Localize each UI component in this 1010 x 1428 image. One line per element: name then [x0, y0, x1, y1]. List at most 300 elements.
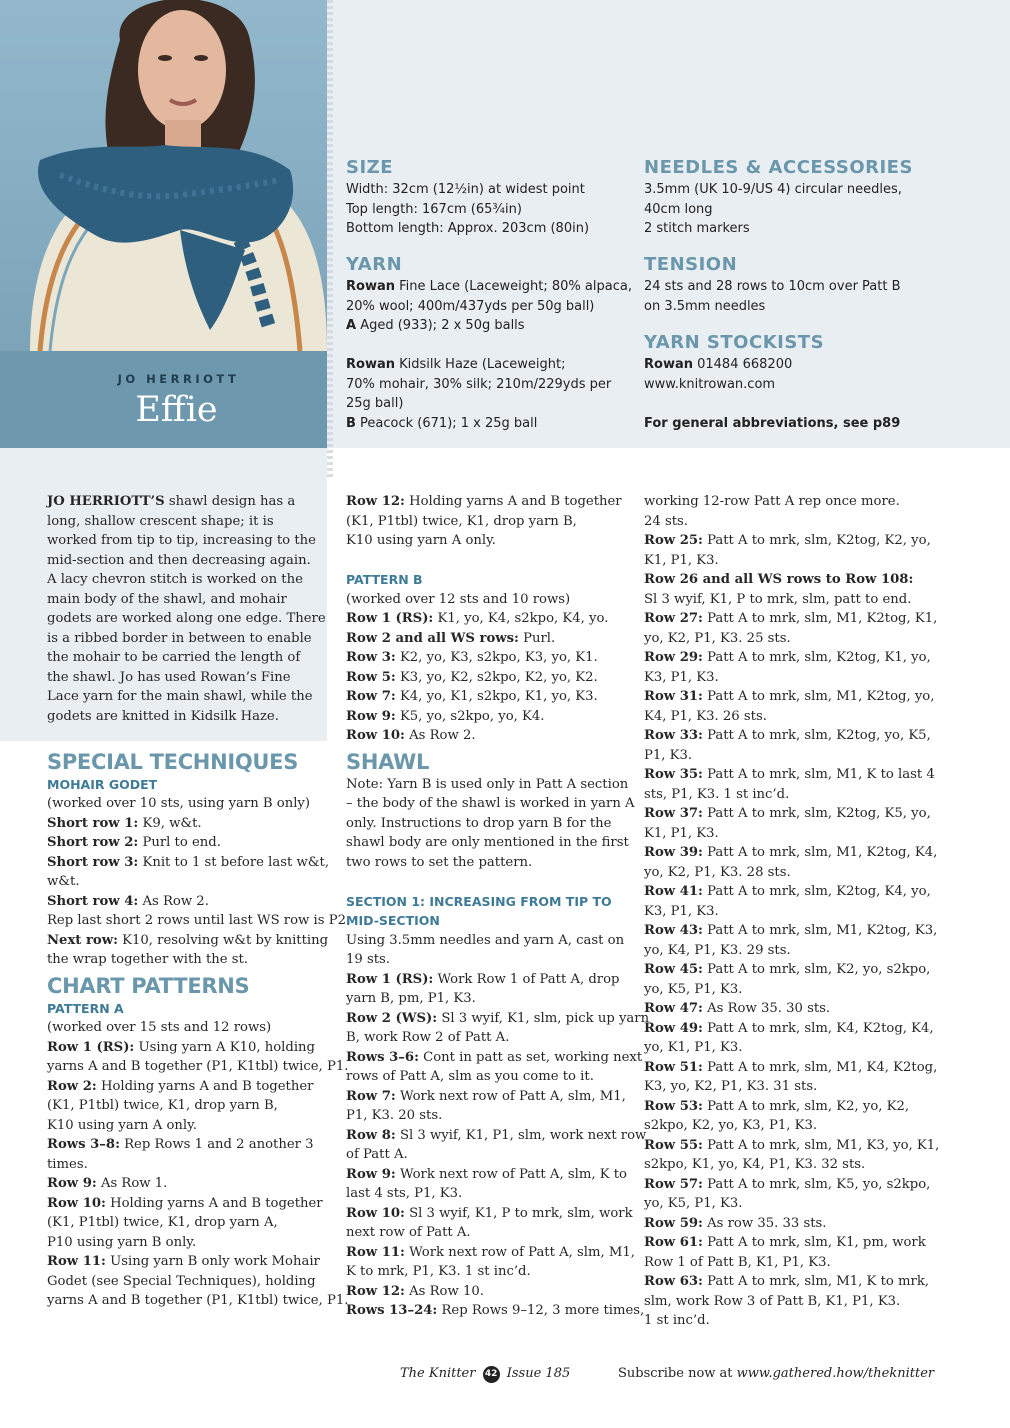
text-line [47, 1018, 329, 1038]
row-text: A lacy chevron stitch is worked on the [47, 572, 303, 587]
text-line [644, 1155, 944, 1175]
spec-bold: Rowan [346, 279, 395, 294]
row-text: Work next row of Patt A, slm, K to [395, 1166, 627, 1182]
row-text: yo, K2, P1, K3. 28 sts. [644, 864, 791, 880]
text-line [644, 1116, 944, 1136]
spec-text: 01484 668200 [692, 357, 793, 372]
tension-heading: TENSION [644, 254, 738, 275]
text-line [644, 668, 944, 688]
row-text: Patt A to mrk, slm, K2, yo, s2kpo, [702, 962, 931, 977]
row-text: K3, yo, K2, P1, K3. 31 sts. [644, 1079, 818, 1094]
row-text: K3, yo, K2, s2kpo, K2, yo, K2. [395, 669, 598, 685]
model-photo [0, 0, 327, 351]
text-line [47, 1213, 329, 1233]
column-2 [346, 492, 650, 1321]
row-text: Using yarn A K10, holding [134, 1039, 315, 1055]
text-line [644, 843, 944, 863]
text-line [644, 1077, 944, 1097]
row-text: Holding yarns A and B together [105, 1195, 323, 1211]
row-label: Row 10: [346, 1205, 405, 1221]
text-line [346, 687, 636, 707]
row-text: (worked over 15 sts and 12 rows) [47, 1020, 272, 1035]
stockists-heading: YARN STOCKISTS [644, 332, 825, 353]
text-line [644, 1214, 944, 1234]
row-text: yarns A and B together (P1, K1tbl) twice, P1. [47, 1059, 349, 1074]
text-line [644, 824, 944, 844]
text-line [644, 726, 944, 746]
row-text: Sl 3 wyif, K1, P to mrk, slm, work [404, 1205, 633, 1221]
issue-number: Issue 185 [506, 1366, 571, 1381]
text-line [346, 1223, 636, 1243]
row-text: Sl 3 wyif, K1, P1, slm, work next row [395, 1127, 647, 1143]
text-line [644, 492, 944, 512]
row-text: K10 using yarn A only. [47, 1117, 197, 1133]
text-line [47, 609, 329, 629]
row-text: Patt A to mrk, slm, M1, K2tog, K1, [702, 611, 938, 626]
footer-issue [400, 1366, 570, 1386]
row-label: Row 9: [346, 1166, 396, 1182]
text-line [644, 551, 944, 571]
row-text: 1 st inc’d. [644, 1313, 710, 1328]
subscribe-url[interactable]: www.gathered.how/theknitter [736, 1366, 935, 1381]
row-label: Row 27: [644, 611, 703, 626]
row-text: (worked over 10 sts, using yarn B only) [47, 796, 311, 811]
row-text: Purl to end. [138, 835, 221, 850]
text-line [644, 609, 944, 629]
row-text: yo, K4, P1, K3. 29 sts. [644, 942, 791, 958]
pattern-title: Effie [135, 390, 218, 430]
text-line [346, 1301, 645, 1321]
text-line [346, 1145, 636, 1165]
text-line [346, 512, 636, 532]
text-line [644, 1292, 944, 1312]
row-label: Row 45: [644, 962, 703, 977]
row-text: Patt A to mrk, slm, M1, K3, yo, K1, [702, 1137, 940, 1153]
row-text: B, work Row 2 of Patt A. [346, 1030, 510, 1045]
spec-line [346, 375, 636, 395]
text-line [47, 492, 329, 512]
text-line [346, 1028, 636, 1048]
text-line [644, 1058, 944, 1078]
row-text: of Patt A. [346, 1147, 408, 1162]
row-label: Row 33: [644, 728, 703, 743]
text-line [47, 911, 351, 931]
row-label: Row 26 and all WS rows to Row 108: [644, 572, 914, 587]
text-line [644, 746, 944, 766]
row-text: Patt A to mrk, slm, M1, K2tog, K4, [702, 845, 938, 860]
spec-line [346, 355, 636, 375]
row-text: Work next row of Patt A, slm, M1, [404, 1244, 635, 1260]
text-line [47, 629, 329, 649]
row-text: s2kpo, K2, yo, K3, P1, K3. [644, 1118, 818, 1133]
row-text: Work Row 1 of Patt A, drop [433, 971, 620, 987]
row-text: yarns A and B together (P1, K1tbl) twice, P1. [47, 1293, 349, 1308]
stockists-block [644, 332, 944, 433]
text-line [644, 1019, 944, 1039]
text-line [346, 775, 636, 795]
text-line [644, 570, 944, 590]
row-label: Row 37: [644, 806, 703, 821]
row-text: (K1, P1tbl) twice, K1, drop yarn A, [47, 1215, 278, 1230]
text-line [644, 1194, 944, 1214]
row-text: Lace yarn for the main shawl, while the [47, 689, 313, 704]
spacer [346, 872, 636, 892]
designer-name: JO HERRIOTT [117, 372, 240, 386]
size-block [346, 157, 636, 239]
abbreviations-note: For general abbreviations, see p89 [644, 415, 901, 431]
row-text: is a ribbed border in between to enable [47, 630, 312, 646]
yarn-block [346, 254, 636, 433]
text-line [644, 1311, 944, 1331]
row-label: Rows 3–6: [346, 1049, 419, 1065]
row-label: Row 2 and all WS rows: [346, 630, 519, 646]
text-line [644, 1233, 944, 1253]
row-label: Row 49: [644, 1020, 703, 1036]
tension-block [644, 254, 944, 316]
column-3 [644, 492, 944, 1331]
needles-block [644, 157, 944, 239]
spec-bold: A [346, 318, 357, 333]
row-label: Row 47: [644, 1001, 703, 1016]
row-text: times. [47, 1156, 88, 1172]
row-label: Row 43: [644, 923, 703, 938]
row-text: 24 sts. [644, 513, 688, 529]
row-label: Row 11: [346, 1244, 405, 1260]
spec-bold: B [346, 415, 356, 431]
text-line [47, 1096, 329, 1116]
text-line [346, 814, 636, 834]
row-text: As row 35. 33 sts. [702, 1215, 827, 1231]
spec-line [346, 394, 636, 414]
row-text: Patt A to mrk, slm, M1, K2tog, K3, [702, 923, 938, 938]
row-label: Row 29: [644, 650, 703, 665]
spec-text: 70% mohair, 30% silk; 210m/229yds per [346, 376, 612, 392]
text-line [644, 687, 944, 707]
row-text: godets are knitted in Kidsilk Haze. [47, 708, 279, 724]
spacer [346, 551, 636, 571]
text-line [47, 1272, 329, 1292]
row-label: Short row 1: [47, 815, 139, 831]
spec-line: on 3.5mm needles [644, 298, 766, 314]
text-line [346, 531, 636, 551]
text-line [346, 590, 636, 610]
row-text: (K1, P1tbl) twice, K1, drop yarn B, [47, 1098, 278, 1113]
row-text: slm, work Row 3 of Patt B, K1, P1, K3. [644, 1293, 901, 1309]
row-text: the shawl. Jo has used Rowan’s Fine [47, 669, 291, 685]
row-label: Next row: [47, 932, 118, 948]
text-line [644, 531, 944, 551]
row-text: – the body of the shawl is worked in yarn A [346, 796, 635, 811]
row-text: s2kpo, K1, yo, K4, P1, K3. 32 sts. [644, 1157, 866, 1172]
row-text: Holding yarns A and B together [404, 494, 622, 509]
row-text: K3, P1, K3. [644, 903, 719, 919]
text-line [346, 1282, 636, 1302]
spec-line: Top length: 167cm (65¾in) [346, 201, 522, 217]
spec-text: 25g ball) [346, 396, 404, 411]
row-text: Holding yarns A and B together [96, 1078, 314, 1094]
row-text: next row of Patt A. [346, 1225, 471, 1240]
row-text: Patt A to mrk, slm, M1, K to mrk, [702, 1274, 929, 1289]
text-line [47, 668, 329, 688]
row-text: Patt A to mrk, slm, K2tog, K1, yo, [702, 650, 931, 665]
row-text: yo, K2, P1, K3. 25 sts. [644, 630, 791, 646]
row-text: yo, K5, P1, K3. [644, 981, 743, 997]
needles-heading: NEEDLES & ACCESSORIES [644, 157, 913, 178]
row-text: the mohair to be carried the length of [47, 650, 301, 665]
text-line [644, 1097, 944, 1117]
row-text: 19 sts. [346, 952, 390, 967]
row-label: Row 35: [644, 767, 703, 782]
text-line [47, 648, 329, 668]
text-line [644, 629, 944, 649]
row-text: w&t. [47, 874, 80, 889]
spec-line [644, 375, 944, 395]
row-text: K1, P1, K3. [644, 552, 719, 568]
text-line [644, 590, 944, 610]
size-heading: SIZE [346, 157, 394, 178]
row-text: Work next row of Patt A, slm, M1, [395, 1088, 626, 1104]
row-text: yarn B, pm, P1, K3. [346, 991, 476, 1006]
row-text: mid-section and then decreasing again. [47, 552, 311, 568]
row-text: As Row 2. [138, 893, 209, 909]
text-line [644, 648, 944, 668]
text-line [644, 1038, 944, 1058]
text-line [346, 1184, 636, 1204]
row-label: Rows 13–24: [346, 1303, 438, 1318]
spec-line [346, 297, 636, 317]
text-line [346, 1243, 636, 1263]
subsection-heading: PATTERN B [346, 572, 423, 587]
spacer [47, 726, 329, 746]
row-text: Patt A to mrk, slm, M1, K to last 4 [702, 767, 935, 782]
row-text: K4, yo, K1, s2kpo, K1, yo, K3. [395, 689, 598, 704]
row-label: Row 10: [346, 728, 405, 743]
text-line [346, 629, 636, 649]
row-label: Row 57: [644, 1176, 703, 1192]
row-text: K9, w&t. [138, 815, 202, 831]
spec-line: Width: 32cm (12½in) at widest point [346, 182, 585, 197]
row-text: Patt A to mrk, slm, K1, pm, work [702, 1235, 926, 1250]
text-line [644, 980, 944, 1000]
spec-text: www.knitrowan.com [644, 376, 776, 392]
row-text: Patt A to mrk, slm, K2tog, K2, yo, [702, 533, 931, 548]
row-label: Row 3: [346, 650, 396, 665]
row-label: Row 25: [644, 533, 703, 548]
row-label: Short row 4: [47, 893, 139, 909]
text-line [644, 902, 944, 922]
row-label: Row 51: [644, 1059, 703, 1075]
title-box [0, 351, 327, 448]
text-line [346, 989, 636, 1009]
text-line [346, 931, 636, 951]
row-label: Row 5: [346, 669, 396, 685]
row-label: Row 8: [346, 1127, 396, 1143]
row-text: Patt A to mrk, slm, K2tog, K5, yo, [702, 806, 931, 821]
text-line [346, 1048, 643, 1068]
text-line [346, 1106, 636, 1126]
row-text: As Row 35. 30 sts. [702, 1001, 831, 1016]
row-text: As Row 2. [404, 728, 476, 743]
subsection-heading: MOHAIR GODET [47, 776, 158, 792]
text-line [644, 785, 944, 805]
text-line [47, 1233, 329, 1253]
row-label: Row 55: [644, 1137, 703, 1153]
text-line [644, 1136, 944, 1156]
row-text: K4, P1, K3. 26 sts. [644, 708, 767, 724]
row-text: only. Instructions to drop yarn B for the [346, 815, 612, 831]
row-label: Row 61: [644, 1235, 703, 1250]
row-text: K5, yo, s2kpo, yo, K4. [395, 708, 545, 724]
spec-text: 20% wool; 400m/437yds per 50g ball) [346, 298, 595, 314]
text-line [346, 609, 636, 629]
row-text: two rows to set the pattern. [346, 854, 533, 870]
spec-line [346, 336, 636, 356]
row-text: Rep last short 2 rows until last WS row is P2. [47, 913, 351, 928]
row-text: Sl 3 wyif, K1, P to mrk, slm, patt to end. [644, 591, 912, 607]
text-line [47, 1174, 329, 1194]
row-text: shawl body are only mentioned in the first [346, 835, 629, 850]
row-text: shawl design has a [164, 494, 296, 509]
row-text: (K1, P1tbl) twice, K1, drop yarn B, [346, 513, 577, 529]
text-line [47, 551, 329, 571]
page-fold [327, 0, 333, 478]
row-label: Row 2 (WS): [346, 1010, 438, 1026]
row-label: Row 2: [47, 1078, 97, 1094]
row-label: Row 7: [346, 689, 396, 704]
footer-subscribe [618, 1366, 934, 1386]
page-number: 42 [483, 1366, 500, 1383]
subscribe-text: Subscribe now at [618, 1366, 737, 1381]
spec-line: 2 stitch markers [644, 221, 750, 236]
text-line [644, 1175, 944, 1195]
text-line [47, 794, 329, 814]
row-label: Short row 3: [47, 854, 139, 870]
row-label: Row 31: [644, 689, 703, 704]
row-text: Patt A to mrk, slm, M1, K2tog, yo, [702, 689, 935, 704]
text-line [346, 707, 636, 727]
text-line [47, 833, 329, 853]
row-text: yo, K5, P1, K3. [644, 1196, 743, 1211]
spec-line: 40cm long [644, 201, 713, 217]
row-label: Row 63: [644, 1274, 703, 1289]
row-text: the wrap together with the st. [47, 952, 248, 967]
row-text: Rep Rows 1 and 2 another 3 [119, 1137, 314, 1152]
text-line [47, 570, 329, 590]
text-line [47, 1155, 329, 1175]
text-line [47, 853, 329, 873]
spec-line [644, 355, 944, 375]
text-line [346, 1067, 636, 1087]
row-text: Purl. [518, 630, 556, 646]
row-label: Row 1 (RS): [47, 1039, 135, 1055]
spec-line: Bottom length: Approx. 203cm (80in) [346, 221, 590, 236]
row-text: rows of Patt A, slm as you come to it. [346, 1069, 594, 1084]
row-label: Rows 3–8: [47, 1137, 120, 1152]
spec-bold: Rowan [346, 357, 395, 372]
spec-text: Peacock (671); 1 x 25g ball [355, 415, 538, 431]
row-label: Row 41: [644, 884, 703, 899]
row-label: JO HERRIOTT’S [47, 494, 165, 509]
magazine-name: The Knitter [400, 1366, 476, 1381]
text-line [47, 931, 329, 951]
text-line [47, 950, 329, 970]
row-text: P10 using yarn B only. [47, 1234, 197, 1250]
row-text: last 4 sts, P1, K3. [346, 1186, 463, 1201]
row-label: Row 12: [346, 1283, 405, 1299]
text-line [346, 1009, 650, 1029]
text-line [644, 921, 944, 941]
text-line [346, 853, 636, 873]
text-line [47, 590, 329, 610]
text-line [346, 1204, 636, 1224]
text-line [47, 707, 329, 727]
text-line [644, 1253, 944, 1273]
row-text: Row 1 of Patt B, K1, P1, K3. [644, 1254, 831, 1270]
row-label: Row 53: [644, 1098, 703, 1114]
row-text: As Row 1. [96, 1176, 168, 1191]
yarn-heading: YARN [346, 254, 403, 275]
text-line [644, 512, 944, 532]
row-text: Patt A to mrk, slm, K5, yo, s2kpo, [702, 1176, 931, 1192]
spec-text: Kidsilk Haze (Laceweight; [394, 357, 566, 372]
row-text: sts, P1, K3. 1 st inc’d. [644, 786, 790, 802]
text-line [346, 1262, 636, 1282]
row-text: Cont in patt as set, working next [418, 1049, 643, 1065]
row-label: Short row 2: [47, 835, 139, 850]
text-line [644, 960, 944, 980]
subsection-heading: MID-SECTION [346, 913, 440, 928]
spec-bold: Rowan [644, 357, 693, 372]
text-line [47, 892, 329, 912]
text-line [346, 726, 636, 746]
row-text: Patt A to mrk, slm, K2, yo, K2, [702, 1098, 910, 1114]
text-line [47, 814, 329, 834]
row-text: (worked over 12 sts and 10 rows) [346, 591, 571, 607]
text-line [346, 648, 636, 668]
spec-line: 3.5mm (UK 10-9/US 4) circular needles, [644, 182, 902, 197]
text-line [47, 1135, 329, 1155]
text-line [346, 492, 636, 512]
subsection-heading: PATTERN A [47, 1000, 124, 1016]
row-text: working 12-row Patt A rep once more. [644, 494, 900, 509]
text-line [644, 804, 944, 824]
row-label: Row 59: [644, 1215, 703, 1231]
text-line [346, 668, 636, 688]
row-label: Row 1 (RS): [346, 971, 434, 987]
text-line [47, 1116, 329, 1136]
row-text: K1, P1, K3. [644, 825, 719, 841]
row-text: yo, K1, P1, K3. [644, 1040, 743, 1055]
text-line [644, 707, 944, 727]
text-line [346, 950, 636, 970]
row-label: Row 12: [346, 494, 405, 509]
section-heading: SPECIAL TECHNIQUES [47, 749, 299, 774]
text-line [644, 882, 944, 902]
text-line [346, 1087, 636, 1107]
row-text: As Row 10. [404, 1283, 484, 1299]
row-text: Knit to 1 st before last w&t, [138, 854, 330, 870]
row-text: Patt A to mrk, slm, K2tog, K4, yo, [702, 884, 931, 899]
row-text: P1, K3. [644, 747, 693, 763]
text-line [47, 531, 329, 551]
text-line [346, 1165, 636, 1185]
row-text: Patt A to mrk, slm, K2tog, yo, K5, [702, 728, 931, 743]
row-text: Rep Rows 9–12, 3 more times, [437, 1303, 645, 1318]
row-label: Row 1 (RS): [346, 611, 434, 626]
spec-text: Aged (933); 2 x 50g balls [356, 318, 525, 333]
subsection-heading: SECTION 1: INCREASING FROM TIP TO [346, 893, 612, 909]
spec-text: Fine Lace (Laceweight; 80% alpaca, [394, 279, 632, 294]
